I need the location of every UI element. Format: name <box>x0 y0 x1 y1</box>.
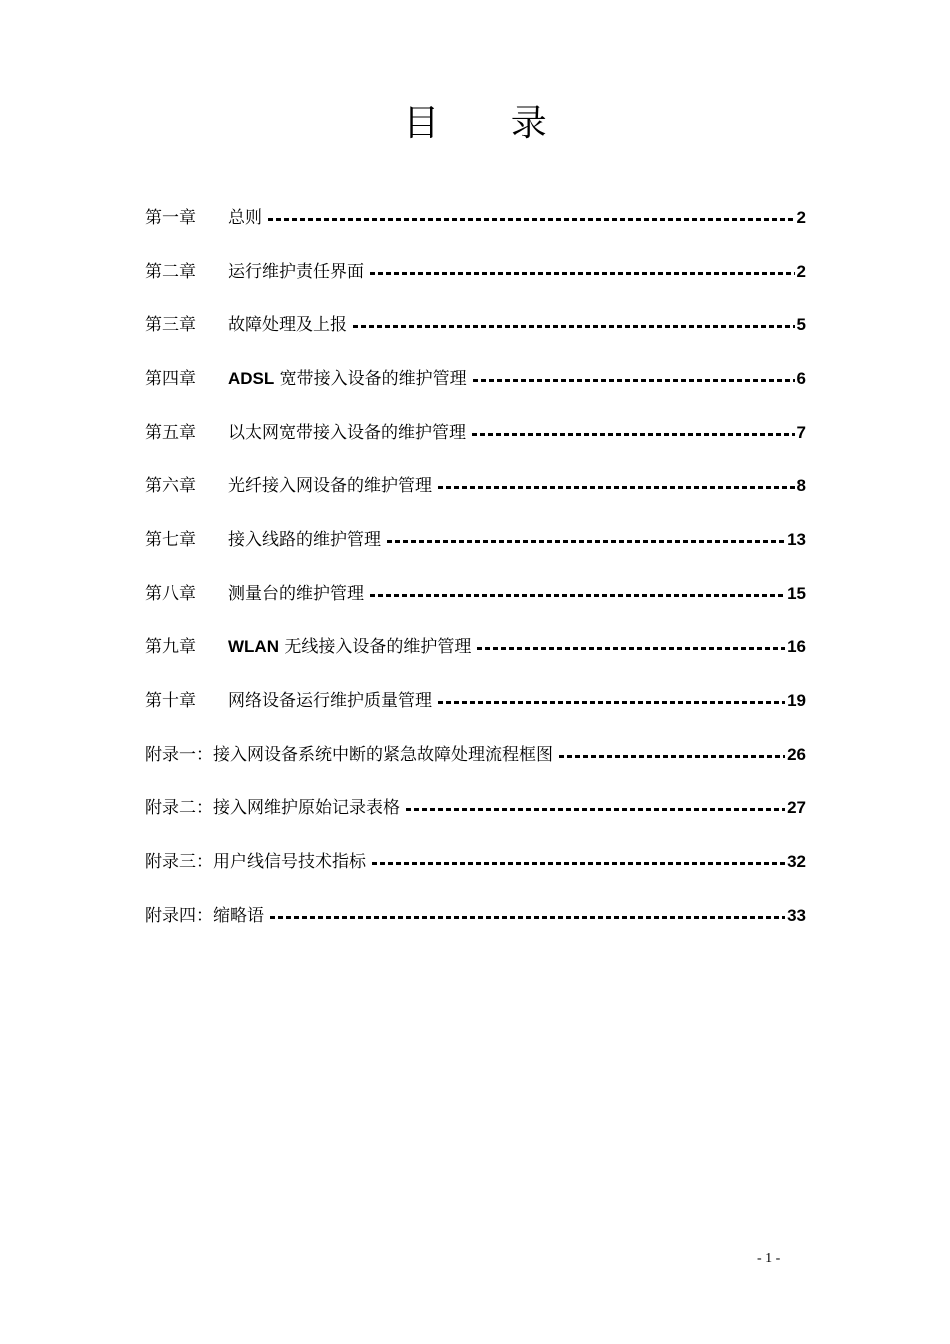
toc-entry-title-text: 故障处理及上报 <box>228 315 347 336</box>
toc-entry-title-text: 网络设备运行维护质量管理 <box>228 691 432 712</box>
dotted-leader <box>477 647 785 650</box>
toc-entry[interactable] <box>145 191 806 245</box>
toc-entry-page-number: 16 <box>787 637 806 657</box>
toc-entry-title <box>228 419 466 447</box>
toc-entry-title <box>228 633 471 661</box>
toc-entry-title <box>228 526 381 554</box>
dotted-leader <box>473 379 795 382</box>
toc-entry-title <box>213 848 366 876</box>
toc-entry-page-number: 19 <box>787 691 806 711</box>
toc-entry-title-prefix: ADSL <box>228 368 275 388</box>
toc-entry-label: 附录二： <box>145 798 213 819</box>
toc-entry-label: 附录四： <box>145 905 213 926</box>
toc-entry[interactable] <box>145 459 806 513</box>
dotted-leader <box>270 916 785 919</box>
toc-entry[interactable] <box>145 352 806 406</box>
toc-entry-page-number: 15 <box>787 583 806 603</box>
page-number-footer: - 1 - <box>757 1251 781 1266</box>
toc-entry-title-text: 测量台的维护管理 <box>228 583 364 604</box>
toc-entry-title-text: 接入线路的维护管理 <box>228 529 381 550</box>
toc-entry-title <box>228 472 432 500</box>
toc-entry-title <box>228 258 364 286</box>
toc-entry-label: 第三章 <box>145 315 196 336</box>
toc-entry-page-number: 2 <box>796 261 806 281</box>
toc-entry[interactable] <box>145 567 806 621</box>
toc-entry-label: 第四章 <box>145 368 196 389</box>
dotted-leader <box>438 486 795 489</box>
toc-entry-label: 第一章 <box>145 207 196 228</box>
toc-entry-title-text: 总则 <box>228 207 262 228</box>
toc-entry-page-number: 6 <box>796 368 806 388</box>
toc-entry-page-number: 13 <box>787 529 806 549</box>
toc-entry[interactable] <box>145 728 806 782</box>
toc-entry-label: 第九章 <box>145 637 196 658</box>
toc-entry-title <box>213 902 264 930</box>
toc-entry[interactable] <box>145 835 806 889</box>
dotted-leader <box>387 540 785 543</box>
toc-entry[interactable] <box>145 889 806 943</box>
toc-entry-page-number: 27 <box>787 798 806 818</box>
toc-entry-label: 附录三： <box>145 852 213 873</box>
toc-entry[interactable] <box>145 782 806 836</box>
toc-entry-title <box>228 204 262 232</box>
toc-entry[interactable] <box>145 513 806 567</box>
toc-entry-page-number: 8 <box>796 476 806 496</box>
toc-entry-title-prefix: WLAN <box>228 637 279 657</box>
dotted-leader <box>438 701 785 704</box>
page-title: 目 录 <box>403 103 577 144</box>
toc-entry-title <box>213 741 553 769</box>
toc-entry[interactable] <box>145 621 806 675</box>
toc-entry-page-number: 2 <box>796 207 806 227</box>
toc-entry-page-number: 33 <box>787 905 806 925</box>
toc-entry-title <box>213 794 400 822</box>
toc-entry-title-text: 以太网宽带接入设备的维护管理 <box>228 422 466 443</box>
toc-entry-title <box>228 580 364 608</box>
toc-entry-title-text: 无线接入设备的维护管理 <box>278 637 472 658</box>
toc-entry-title <box>228 311 347 339</box>
toc-entry[interactable] <box>145 245 806 299</box>
dotted-leader <box>372 862 785 865</box>
dotted-leader <box>353 325 795 328</box>
toc-entry[interactable] <box>145 298 806 352</box>
toc-entry-title-text: 用户线信号技术指标 <box>213 852 366 873</box>
toc-entry-title <box>228 365 467 393</box>
dotted-leader <box>406 808 785 811</box>
toc-entry-title-text: 宽带接入设备的维护管理 <box>274 368 467 389</box>
dotted-leader <box>268 218 795 221</box>
toc-entry-title-text: 光纤接入网设备的维护管理 <box>228 476 432 497</box>
table-of-contents <box>145 191 806 943</box>
toc-entry-label: 第七章 <box>145 529 196 550</box>
toc-entry-title-text: 接入网维护原始记录表格 <box>213 798 400 819</box>
toc-entry-title-text: 接入网设备系统中断的紧急故障处理流程框图 <box>213 744 553 765</box>
toc-entry-title-text: 运行维护责任界面 <box>228 261 364 282</box>
toc-entry-label: 第八章 <box>145 583 196 604</box>
toc-entry-page-number: 32 <box>787 852 806 872</box>
toc-entry-label: 第五章 <box>145 422 196 443</box>
toc-entry-label: 第六章 <box>145 476 196 497</box>
toc-entry-title-text: 缩略语 <box>213 905 264 926</box>
toc-entry-label: 第二章 <box>145 261 196 282</box>
toc-entry-page-number: 7 <box>796 422 806 442</box>
dotted-leader <box>559 755 785 758</box>
dotted-leader <box>370 272 795 275</box>
toc-entry-title <box>228 687 432 715</box>
toc-entry-page-number: 26 <box>787 744 806 764</box>
toc-entry[interactable] <box>145 406 806 460</box>
dotted-leader <box>370 594 785 597</box>
dotted-leader <box>472 433 795 436</box>
toc-entry[interactable] <box>145 674 806 728</box>
toc-entry-page-number: 5 <box>796 315 806 335</box>
toc-entry-label: 第十章 <box>145 691 196 712</box>
toc-entry-label: 附录一： <box>145 744 213 765</box>
